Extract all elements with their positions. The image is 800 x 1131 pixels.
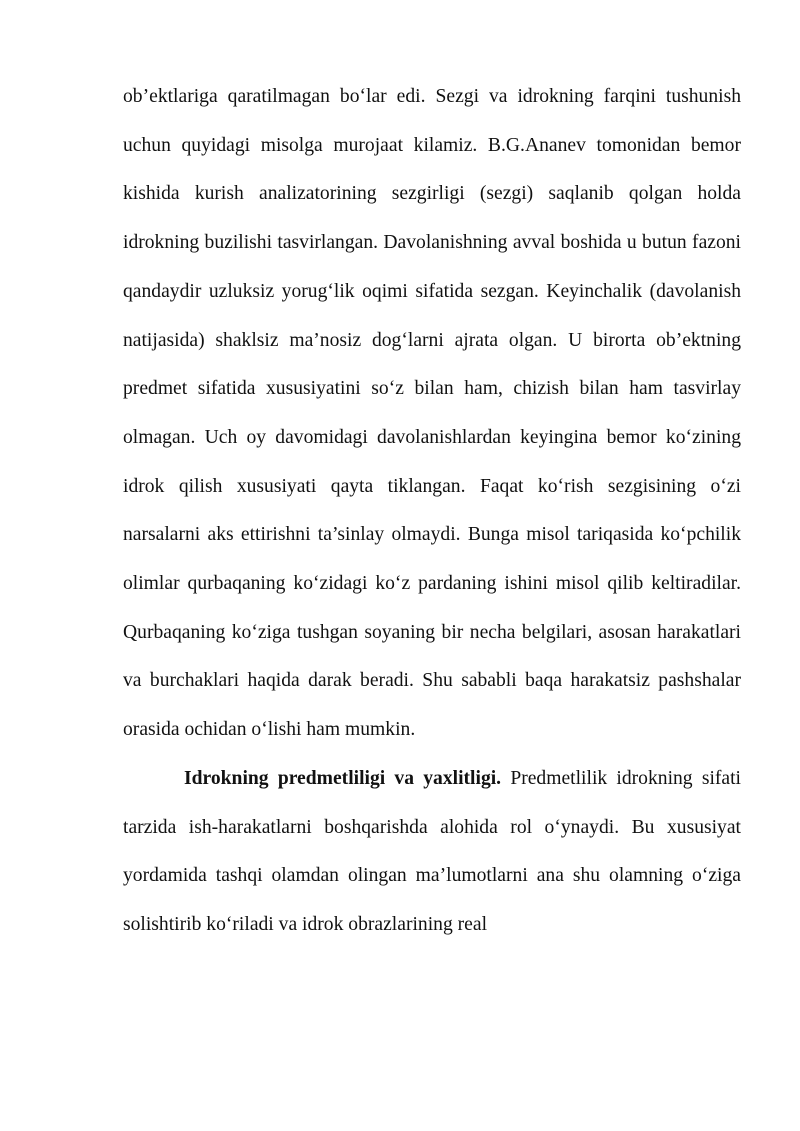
section-paragraph-text: Predmetlilik idrokning sifati tarzida ish-harakatlarni boshqarishda alohida rol o‘ynaydi. Bu xususiyat yordamida tashqi olamdan olingan ma’lumotlarni ana shu olamning o‘ziga solishtirib ko‘riladi va idrok obrazlarining real — [123, 767, 742, 935]
body-paragraph: ob’ektlariga qaratilmagan bo‘lar edi. Sezgi va idrokning farqini tushunish uchun quyidagi misolga murojaat kilamiz. B.G.Ananev tomonidan bemor kishida kurish analizatorining sezgirligi (sezgi) saqlanib qolgan holda idrokning buzilishi tasvirlangan. Davolanishning avval boshida u butun fazoni qandaydir uzluksiz yorug‘lik oqimi sifatida sezgan. Keyinchalik (davolanish natijasida) shaklsiz ma’nosiz dog‘larni ajrata olgan. U birorta ob’ektning predmet sifatida xususiyatini so‘z bilan ham, chizish bilan ham tasvirlay olmagan. Uch oy davomidagi davolanishlardan keyingina bemor ko‘zining idrok qilish xususiyati qayta tiklangan. Faqat ko‘rish sezgisining o‘zi narsalarni aks ettirishni ta’sinlay olmaydi. Bunga misol tariqasida ko‘pchilik olimlar qurbaqaning ko‘zidagi ko‘z pardaning ishini misol qilib keltiradilar. Qurbaqaning ko‘ziga tushgan soyaning bir necha belgilari, asosan harakatlari va burchaklari haqida darak beradi. Shu sababli baqa harakatsiz pashshalar orasida ochidan o‘lishi ham mumkin. — [123, 86, 741, 741]
document-page — [123, 73, 741, 950]
section-paragraph — [123, 755, 741, 950]
section-heading: Idrokning predmetliligi va yaxlitligi. — [184, 767, 502, 789]
